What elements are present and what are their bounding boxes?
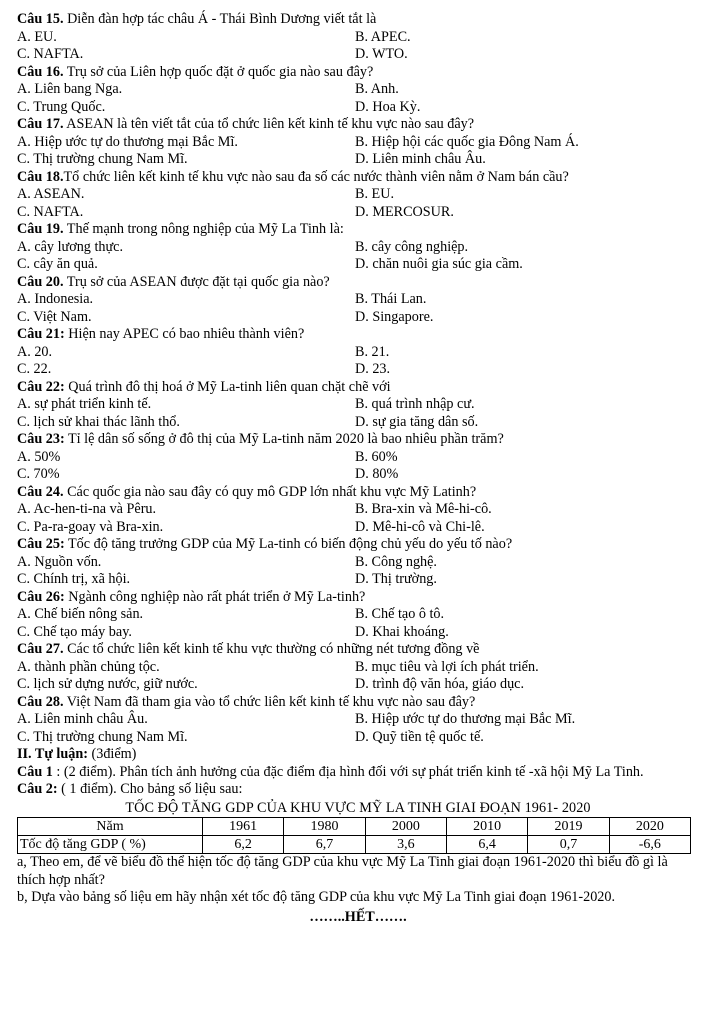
answer-option: D. Khai khoáng.: [355, 623, 449, 640]
answer-option: D. trình độ văn hóa, giáo dục.: [355, 676, 525, 692]
answer-option: C. Việt Nam.: [17, 308, 92, 325]
question-text: Trụ sở của Liên hợp quốc đặt ở quốc gia nào sau đây?: [63, 63, 374, 80]
answer-row: [17, 449, 699, 467]
essay-question-2-number: Câu 2:: [17, 781, 58, 797]
question-text: ASEAN là tên viết tắt của tổ chức liên kết kinh tế khu vực nào sau đây?: [63, 116, 475, 132]
answer-option: D. MERCOSUR.: [355, 203, 454, 220]
table-value-row: [18, 836, 691, 854]
answer-option: B. 60%: [355, 448, 398, 465]
answer-row: [17, 186, 699, 204]
question-block: [17, 431, 699, 484]
question-block: [17, 116, 699, 169]
question-stem: [17, 484, 699, 502]
question-number: Câu 26:: [17, 588, 65, 605]
table-year-cell: 2019: [528, 818, 609, 836]
question-stem: [17, 641, 699, 659]
question-text: Ngành công nghiệp nào rất phát triển ở Mỹ La-tinh?: [64, 588, 366, 605]
table-value-cell: 0,7: [528, 836, 609, 854]
answer-option: B. quá trình nhập cư.: [355, 396, 475, 412]
answer-option: C. cây ăn quả.: [17, 256, 98, 272]
question-stem: [17, 169, 699, 187]
answer-option: A. EU.: [17, 28, 57, 45]
essay-part-a: a, Theo em, để vẽ biểu đồ thể hiện tốc độ tăng GDP của khu vực Mỹ La Tinh giai đoạn 1961-2020 thì biểu đồ gì là thích hợp nhất?: [17, 854, 668, 888]
answer-row: [17, 256, 699, 274]
answer-row: [17, 396, 699, 414]
essay-heading: [17, 746, 699, 764]
answer-row: [17, 571, 699, 589]
answer-option: B. Công nghệ.: [355, 553, 437, 570]
answer-option: A. Chế biến nông sản.: [17, 606, 144, 622]
gdp-growth-table: [17, 817, 691, 854]
answer-option: C. lịch sử dựng nước, giữ nước.: [17, 676, 198, 692]
answer-option: D. 23.: [355, 361, 391, 377]
table-year-cell: 1980: [284, 818, 365, 836]
question-block: [17, 326, 699, 379]
question-number: Câu 24.: [17, 483, 64, 500]
question-stem: [17, 64, 699, 82]
question-stem: [17, 589, 699, 607]
answer-row: [17, 676, 699, 694]
question-stem: [17, 694, 699, 712]
question-text: Các quốc gia nào sau đây có quy mô GDP lớn nhất khu vực Mỹ Latinh?: [63, 483, 477, 500]
answer-row: [17, 554, 699, 572]
answer-row: [17, 239, 699, 257]
table-value-cell: 6,4: [446, 836, 527, 854]
table-value-cell: 6,2: [203, 836, 284, 854]
answer-option: D. sự gia tăng dân số.: [355, 413, 479, 430]
question-block: [17, 221, 699, 274]
answer-row: [17, 361, 699, 379]
answer-option: B. Hiệp hội các quốc gia Đông Nam Á.: [355, 133, 579, 150]
answer-option: A. Liên bang Nga.: [17, 81, 123, 97]
question-text: Tổ chức liên kết kinh tế khu vực nào sau đa số các nước thành viên nằm ở Nam bán cầu?: [63, 168, 569, 185]
answer-row: [17, 204, 699, 222]
table-year-cell: 2000: [365, 818, 446, 836]
table-header-row: [18, 818, 691, 836]
exam-page: [17, 11, 699, 926]
question-number: Câu 28.: [17, 693, 64, 710]
essay-question-2-text: ( 1 điểm). Cho bảng số liệu sau:: [57, 781, 243, 797]
question-number: Câu 20.: [17, 273, 64, 290]
question-number: Câu 18.: [17, 168, 64, 185]
answer-row: [17, 711, 699, 729]
answer-option: A. Nguồn vốn.: [17, 553, 102, 570]
essay-heading-points: (3điểm): [87, 746, 137, 762]
table-value-cell: 3,6: [365, 836, 446, 854]
answer-option: D. Singapore.: [355, 308, 434, 325]
answer-option: A. Hiệp ước tự do thương mại Bắc Mĩ.: [17, 133, 238, 150]
answer-row: [17, 606, 699, 624]
answer-option: A. 50%: [17, 448, 61, 465]
end-marker: ……..HẾT…….: [309, 908, 407, 925]
answer-option: C. 70%: [17, 466, 60, 482]
question-block: [17, 379, 699, 432]
question-number: Câu 22:: [17, 378, 65, 395]
question-number: Câu 25:: [17, 536, 65, 552]
answer-option: A. 20.: [17, 343, 53, 360]
answer-option: D. Hoa Kỳ.: [355, 98, 421, 115]
question-number: Câu 23:: [17, 431, 65, 447]
essay-question-1-text: : (2 điểm). Phân tích ảnh hưởng của đặc điểm địa hình đối với sự phát triển kinh tế -xã hội Mỹ La Tinh.: [52, 763, 644, 780]
essay-part-b: b, Dựa vào bảng số liệu em hãy nhận xét tốc độ tăng GDP của khu vực Mỹ La Tinh giai đoạn 1961-2020.: [17, 889, 616, 905]
essay-question-2: [17, 781, 699, 799]
question-number: Câu 16.: [17, 63, 64, 80]
question-text: Thế mạnh trong nông nghiệp của Mỹ La Tinh là:: [63, 221, 344, 237]
answer-option: B. mục tiêu và lợi ích phát triển.: [355, 658, 539, 675]
question-number: Câu 19.: [17, 221, 64, 237]
answer-option: C. 22.: [17, 361, 52, 377]
question-block: [17, 589, 699, 642]
question-block: [17, 11, 699, 64]
question-number: Câu 17.: [17, 116, 64, 132]
question-list: [17, 11, 699, 746]
question-text: Hiện nay APEC có bao nhiêu thành viên?: [64, 326, 305, 342]
answer-option: B. Hiệp ước tự do thương mại Bắc Mĩ.: [355, 711, 576, 727]
question-stem: [17, 379, 699, 397]
question-stem: [17, 536, 699, 554]
question-stem: [17, 116, 699, 134]
question-block: [17, 536, 699, 589]
answer-option: C. Chính trị, xã hội.: [17, 571, 131, 587]
answer-row: [17, 46, 699, 64]
question-block: [17, 484, 699, 537]
question-block: [17, 274, 699, 327]
question-block: [17, 169, 699, 222]
answer-row: [17, 291, 699, 309]
question-text: Quá trình đô thị hoá ở Mỹ La-tinh liên quan chặt chẽ với: [64, 378, 391, 395]
answer-row: [17, 414, 699, 432]
answer-option: D. 80%: [355, 466, 399, 482]
table-title: TỐC ĐỘ TĂNG GDP CỦA KHU VỰC MỸ LA TINH GIAI ĐOẠN 1961- 2020: [125, 799, 591, 816]
answer-option: C. lịch sử khai thác lãnh thổ.: [17, 413, 180, 430]
answer-option: B. Chế tạo ô tô.: [355, 606, 445, 622]
answer-option: B. cây công nghiệp.: [355, 238, 469, 255]
answer-row: [17, 151, 699, 169]
answer-option: A. cây lương thực.: [17, 238, 124, 255]
answer-row: [17, 344, 699, 362]
answer-option: D. chăn nuôi gia súc gia cầm.: [355, 256, 523, 272]
question-stem: [17, 326, 699, 344]
answer-option: A. Liên minh châu Âu.: [17, 711, 148, 727]
answer-row: [17, 466, 699, 484]
answer-option: D. Thị trường.: [355, 571, 437, 587]
answer-row: [17, 99, 699, 117]
answer-option: C. Chế tạo máy bay.: [17, 623, 132, 640]
table-header-label: Năm: [18, 818, 203, 836]
answer-option: D. Mê-hi-cô và Chi-lê.: [355, 518, 485, 535]
answer-option: C. NAFTA.: [17, 46, 84, 62]
table-year-cell: 2020: [609, 818, 690, 836]
question-text: Diễn đàn hợp tác châu Á - Thái Bình Dương viết tắt là: [63, 11, 377, 27]
answer-option: C. Pa-ra-goay và Bra-xin.: [17, 518, 164, 535]
answer-option: D. Quỹ tiền tệ quốc tế.: [355, 728, 484, 745]
question-text: Trụ sở của ASEAN được đặt tại quốc gia nào?: [63, 273, 330, 290]
question-text: Việt Nam đã tham gia vào tổ chức liên kết kinh tế khu vực nào sau đây?: [63, 693, 476, 710]
answer-option: B. EU.: [355, 186, 395, 202]
essay-question-1-number: Câu 1: [17, 763, 53, 780]
table-year-cell: 1961: [203, 818, 284, 836]
table-year-cell: 2010: [446, 818, 527, 836]
answer-row: [17, 519, 699, 537]
answer-option: D. WTO.: [355, 46, 408, 62]
answer-option: B. Anh.: [355, 81, 399, 97]
answer-option: A. thành phần chủng tộc.: [17, 658, 160, 675]
question-number: Câu 21:: [17, 326, 65, 342]
question-text: Tốc độ tăng trưởng GDP của Mỹ La-tinh có biến động chủ yếu do yếu tố nào?: [64, 536, 513, 552]
question-block: [17, 694, 699, 747]
question-text: Tỉ lệ dân số sống ở đô thị của Mỹ La-tinh năm 2020 là bao nhiêu phần trăm?: [64, 431, 504, 447]
answer-option: C. NAFTA.: [17, 203, 84, 220]
answer-option: B. APEC.: [355, 28, 411, 45]
answer-row: [17, 81, 699, 99]
question-number: Câu 15.: [17, 11, 64, 27]
answer-option: A. Ac-hen-ti-na và Pêru.: [17, 501, 157, 517]
essay-heading-label: II. Tự luận:: [17, 746, 88, 762]
question-stem: [17, 221, 699, 239]
table-row-label: Tốc độ tăng GDP ( %): [18, 836, 203, 854]
question-stem: [17, 11, 699, 29]
answer-row: [17, 29, 699, 47]
answer-option: B. 21.: [355, 343, 390, 360]
table-value-cell: -6,6: [609, 836, 690, 854]
question-stem: [17, 274, 699, 292]
answer-option: C. Thị trường chung Nam Mĩ.: [17, 728, 188, 745]
answer-row: [17, 729, 699, 747]
answer-option: C. Trung Quốc.: [17, 98, 106, 115]
answer-option: C. Thị trường chung Nam Mĩ.: [17, 151, 188, 167]
answer-row: [17, 309, 699, 327]
question-block: [17, 64, 699, 117]
answer-option: A. ASEAN.: [17, 186, 85, 202]
table-value-cell: 6,7: [284, 836, 365, 854]
answer-row: [17, 501, 699, 519]
answer-option: B. Bra-xin và Mê-hi-cô.: [355, 501, 492, 517]
question-number: Câu 27.: [17, 641, 64, 657]
answer-option: B. Thái Lan.: [355, 291, 427, 307]
question-block: [17, 641, 699, 694]
answer-option: A. sự phát triển kinh tế.: [17, 396, 152, 412]
question-stem: [17, 431, 699, 449]
answer-row: [17, 624, 699, 642]
essay-question-1: [17, 764, 699, 782]
answer-option: D. Liên minh châu Âu.: [355, 151, 486, 167]
answer-row: [17, 134, 699, 152]
question-text: Các tổ chức liên kết kinh tế khu vực thường có những nét tương đồng về: [63, 641, 480, 657]
answer-option: A. Indonesia.: [17, 291, 94, 307]
answer-row: [17, 659, 699, 677]
